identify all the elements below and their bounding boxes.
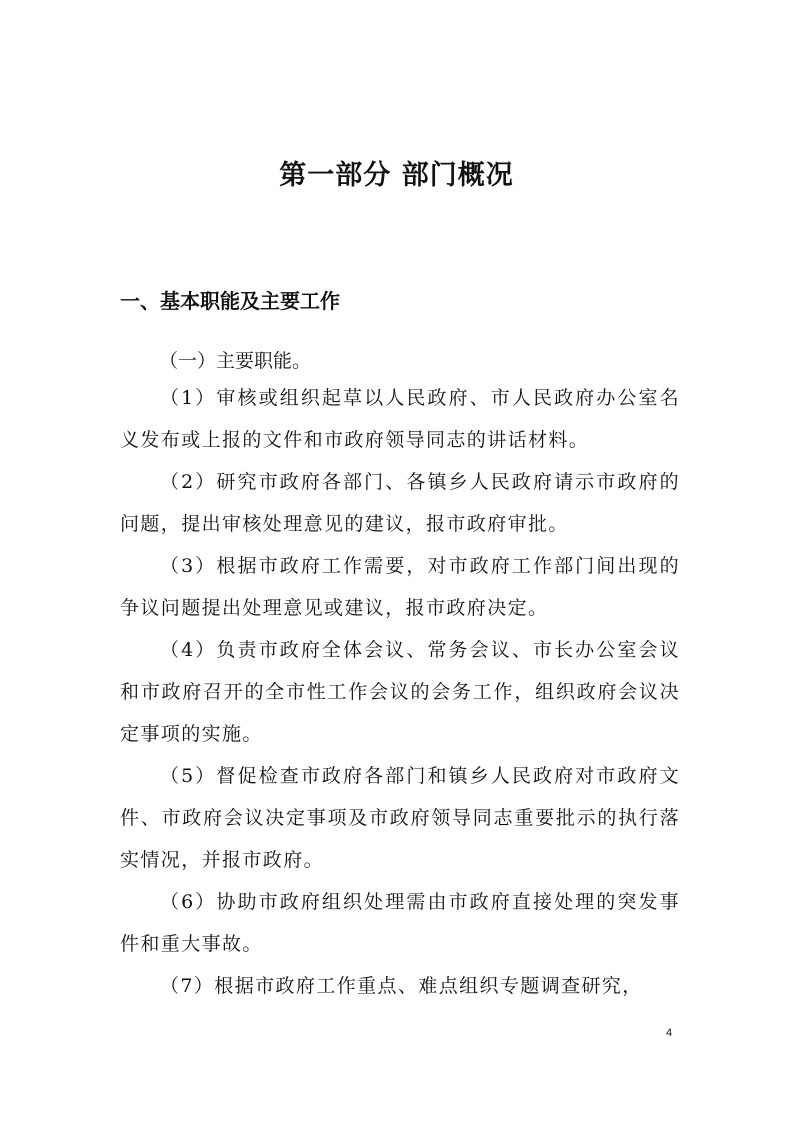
page-number: 4 <box>666 1027 673 1039</box>
duty-paragraph-7: （7）根据市政府工作重点、难点组织专题调查研究， <box>160 975 643 997</box>
duty-paragraph-1: （1）审核或组织起草以人民政府、市人民政府办公室名义发布或上报的文件和市政府领导同志的讲话材料。 <box>120 387 680 451</box>
subsection-heading: （一）主要职能。 <box>159 350 312 372</box>
page-title: 第一部分 部门概况 <box>279 160 514 191</box>
duty-paragraph-6: （6）协助市政府组织处理需由市政府直接处理的突发事件和重大事故。 <box>120 891 680 955</box>
section-heading: 一、基本职能及主要工作 <box>120 289 340 313</box>
duty-paragraph-4: （4）负责市政府全体会议、常务会议、市长办公室会议和市政府召开的全市性工作会议的会务工作，组织政府会议决定事项的实施。 <box>120 639 680 745</box>
duty-paragraph-2: （2）研究市政府各部门、各镇乡人民政府请示市政府的问题，提出审核处理意见的建议，报市政府审批。 <box>120 471 680 535</box>
duty-paragraph-3: （3）根据市政府工作需要，对市政府工作部门间出现的争议问题提出处理意见或建议，报市政府决定。 <box>120 555 680 619</box>
duty-paragraph-5: （5）督促检查市政府各部门和镇乡人民政府对市政府文件、市政府会议决定事项及市政府领导同志重要批示的执行落实情况，并报市政府。 <box>120 765 680 871</box>
